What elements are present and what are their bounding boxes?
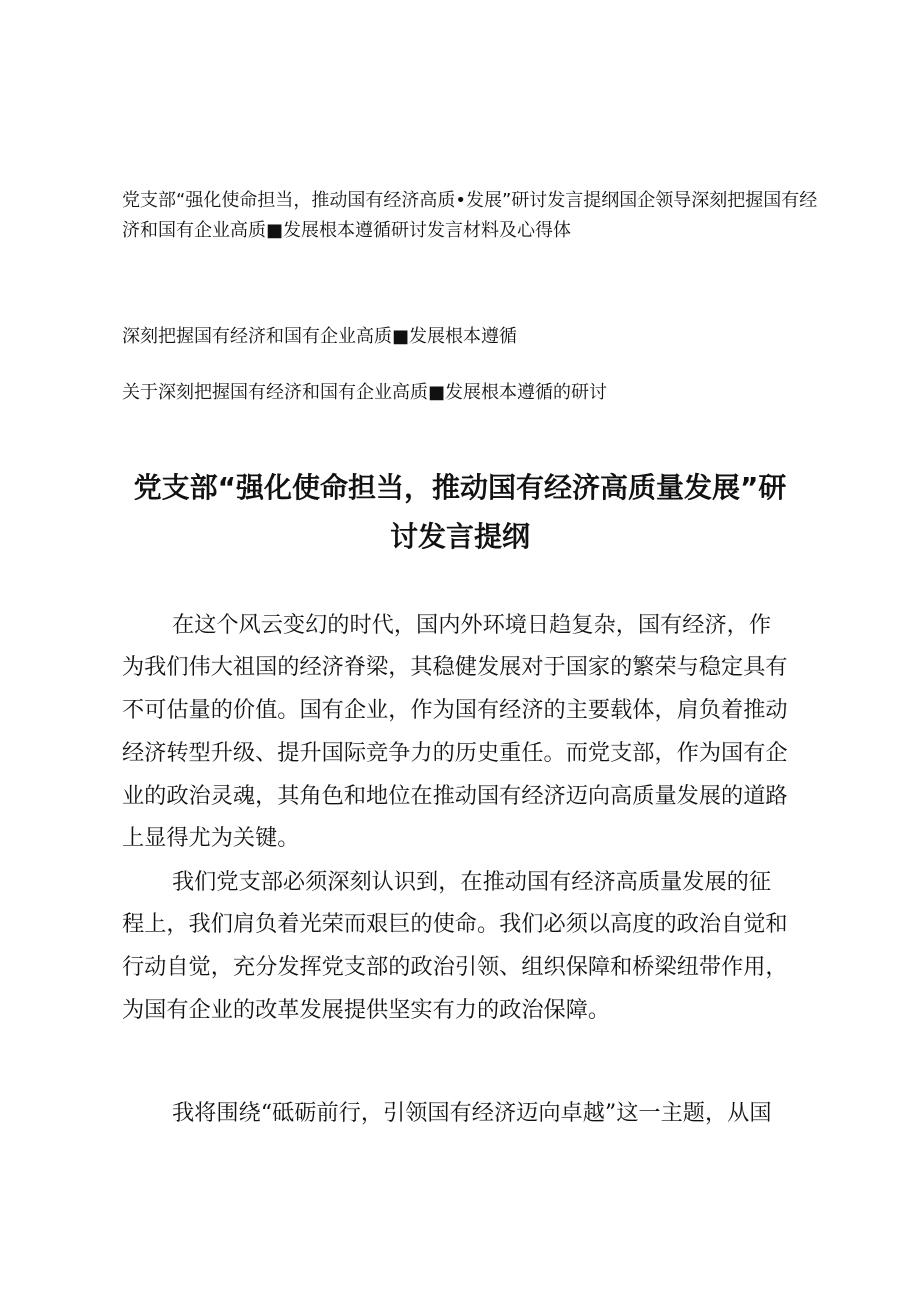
body-line-4: 经济转型升级、提升国际竞争力的历史重任。而党支部，作为国有企 bbox=[122, 740, 788, 766]
main-title-line-1: 党支部“强化使命担当，推动国有经济高质量发展”研 bbox=[133, 471, 787, 504]
body-line-9: 行动自觉，充分发挥党支部的政治引领、组织保障和桥梁纽带作用， bbox=[122, 954, 788, 980]
subtitle-1: 深刻把握国有经济和国有企业高质■发展根本遵循 bbox=[122, 326, 518, 347]
body-line-2: 为我们伟大祖国的经济脊梁，其稳健发展对于国家的繁荣与稳定具有 bbox=[122, 654, 788, 680]
body-line-1: 在这个风云变幻的时代，国内外环境日趋复杂，国有经济，作 bbox=[172, 612, 772, 638]
body-line-10: 为国有企业的改革发展提供坚实有力的政治保障。 bbox=[122, 997, 611, 1023]
body-line-5: 业的政治灵魂，其角色和地位在推动国有经济迈向高质量发展的道路 bbox=[122, 783, 788, 809]
body-line-6: 上显得尤为关键。 bbox=[122, 825, 300, 851]
body-line-8: 程上，我们肩负着光荣而艰巨的使命。我们必须以高度的政治自觉和 bbox=[122, 911, 788, 937]
main-title-line-2: 讨发言提纲 bbox=[389, 520, 530, 553]
header-line-2: 济和国有企业高质■发展根本遵循研讨发言材料及心得体 bbox=[122, 220, 572, 241]
body-line-7: 我们党支部必须深刻认识到，在推动国有经济高质量发展的征 bbox=[172, 869, 772, 895]
header-line-1: 党支部“强化使命担当，推动国有经济高质•发展”研讨发言提纲国企领导深刻把握国有经 bbox=[122, 190, 818, 211]
body-line-3: 不可估量的价值。国有企业，作为国有经济的主要载体，肩负着推动 bbox=[122, 697, 788, 723]
subtitle-2: 关于深刻把握国有经济和国有企业高质■发展根本遵循的研讨 bbox=[122, 382, 608, 403]
body-line-11: 我将围绕“砥砺前行，引领国有经济迈向卓越”这一主题，从国 bbox=[172, 1100, 772, 1126]
